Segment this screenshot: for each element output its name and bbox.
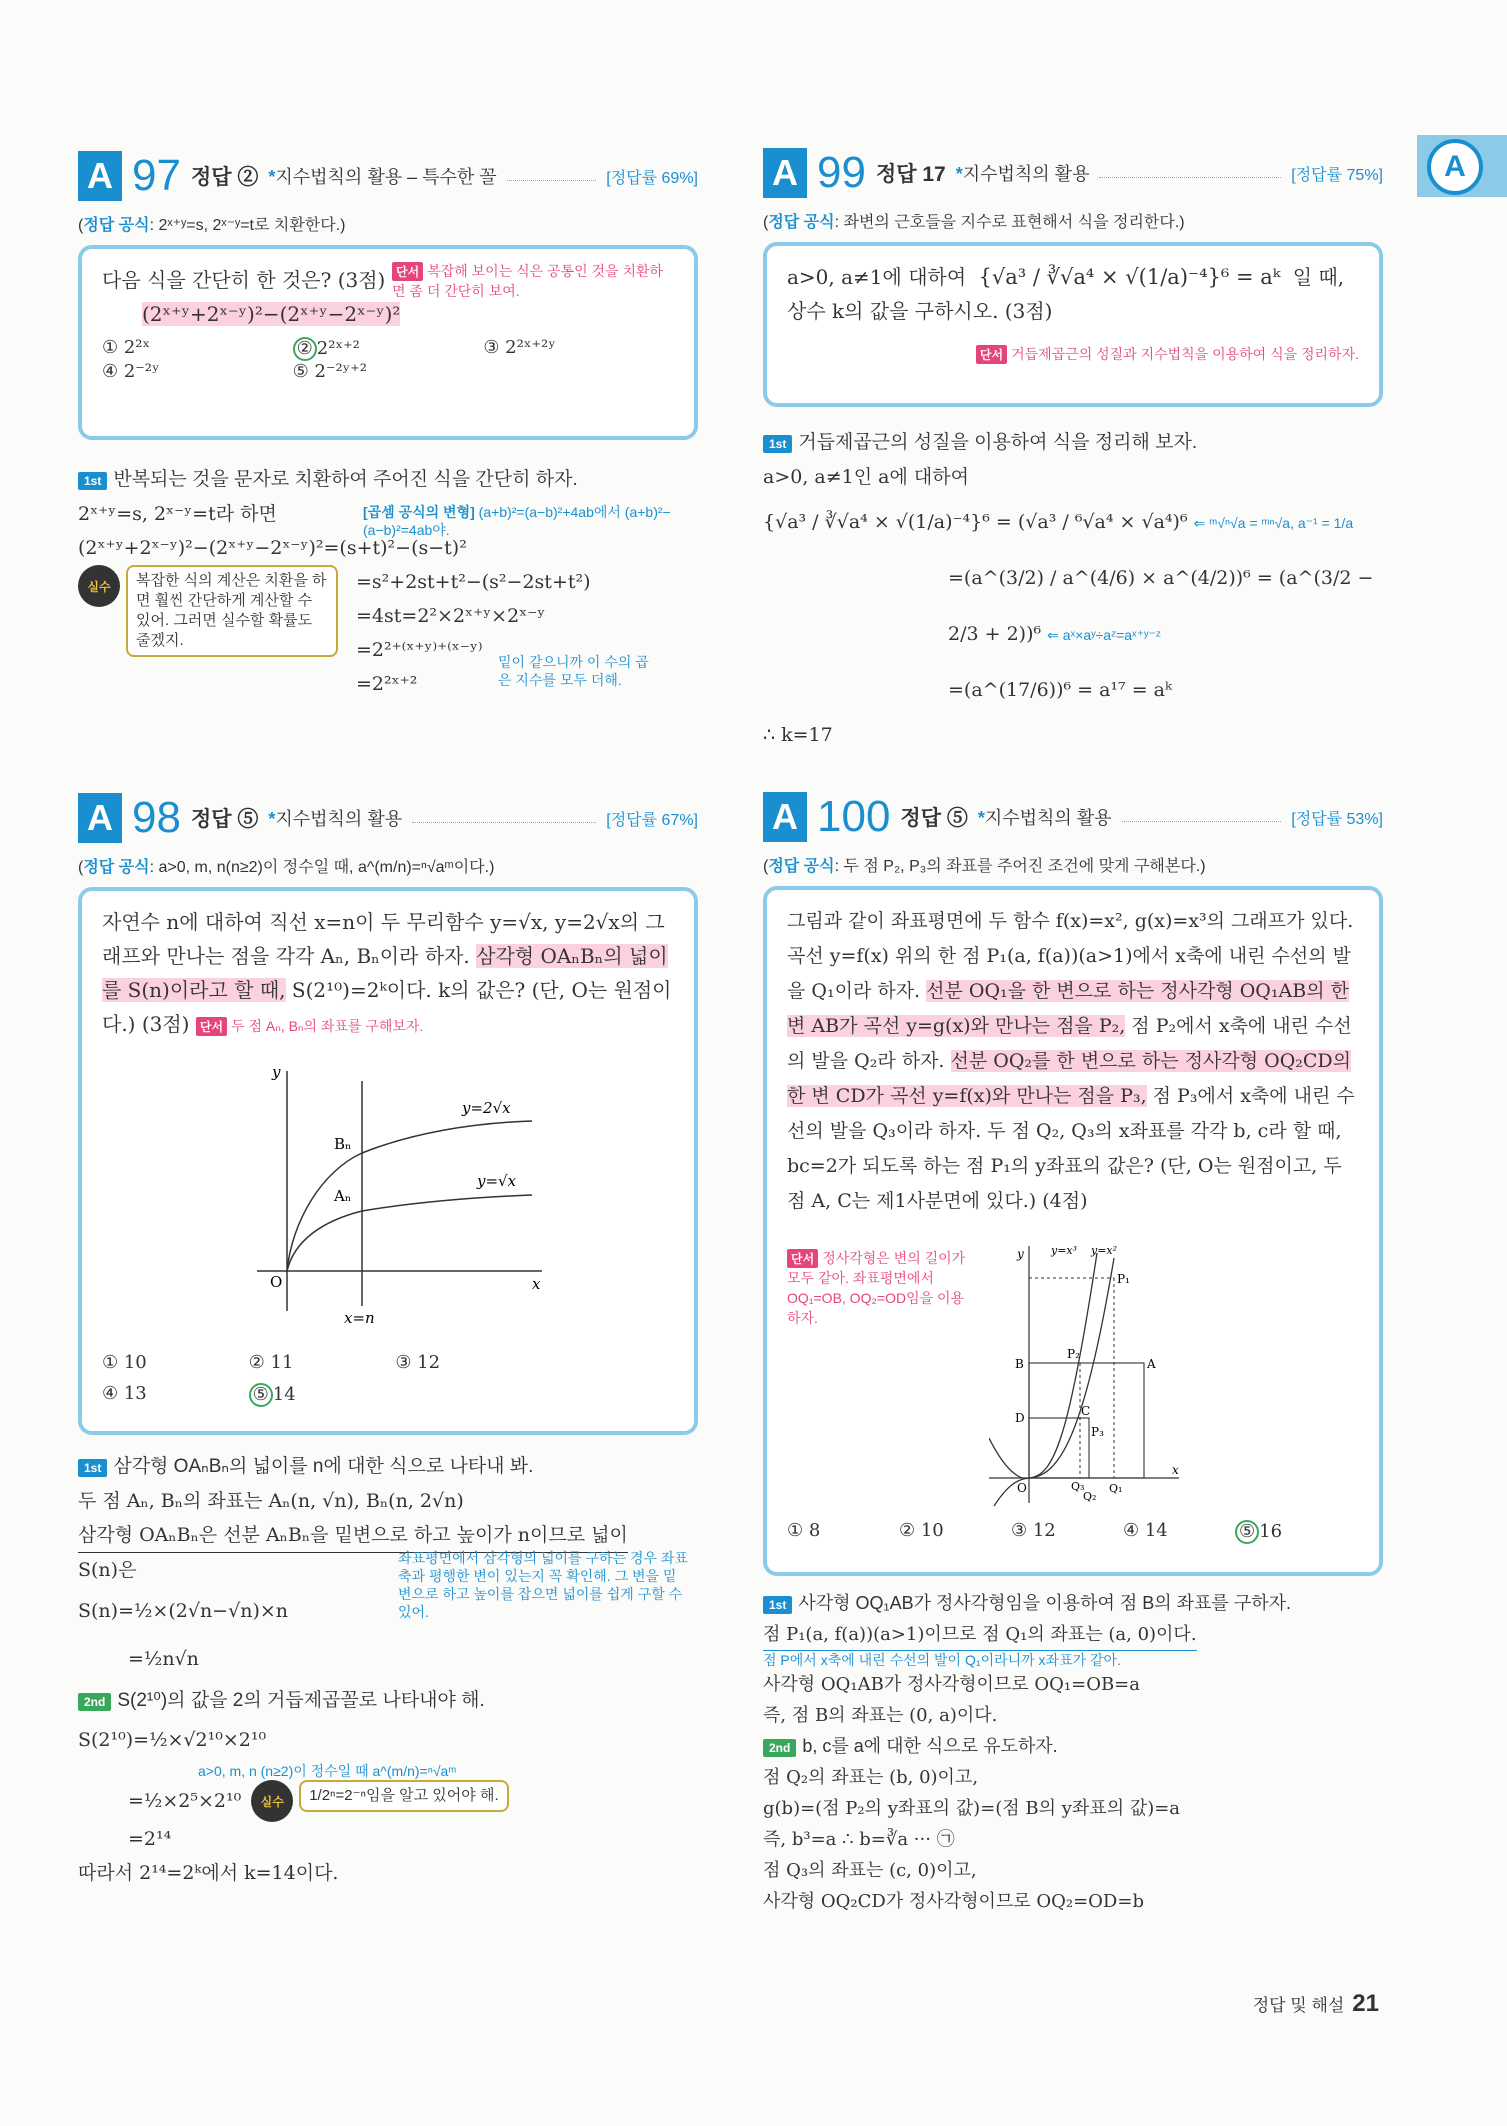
problem-99-tip [976,344,1359,364]
problem-98-question [102,905,674,1041]
choice-2-text: 2²ˣ⁺² [316,338,360,359]
problem-97-header [78,148,698,204]
problem-97-topic-text: 지수법칙의 활용 – 특수한 꼴 [275,167,497,187]
sol-line: =2²⁺⁽ˣ⁺ʸ⁾⁺⁽ˣ⁻ʸ⁾ [356,639,483,661]
sol-line: 점 Q₂의 좌표는 (b, 0)이고, [763,1767,979,1788]
problem-100-answer: 정답 ⑤ [900,807,968,830]
question-a: 그림과 같이 좌표평면에 두 함수 f(x)=x², g(x)=x³의 그래프가 있다. 곡선 y=f(x) 위의 한 점 P₁(a, f(a))(a>1)에서 x축에 내린 수선의 발을 Q₁이라 하자. [787,910,1354,1002]
choice-1[interactable]: ① 10 [102,1352,147,1373]
question-highlight-1: 선분 OQ₁을 한 변으로 하는 정사각형 OQ₁AB의 한 변 AB가 곡선 y=g(x)와 만나는 점을 P₂, [787,980,1349,1037]
step-1-text: 삼각형 OAₙBₙ의 넓이를 n에 대한 식으로 나타내 봐. [113,1456,534,1477]
problem-99-number: 99 [817,148,866,197]
question-b: 점 P₂에서 x축에 내린 수선의 발을 Q₂라 하자. [787,1015,1352,1072]
problem-97-expr: (2ˣ⁺ʸ+2ˣ⁻ʸ)²−(2ˣ⁺ʸ−2ˣ⁻ʸ)² [142,302,401,326]
note-area: 좌표평면에서 삼각형의 넓이를 구하는 경우 좌표축과 평행한 변이 있는지 꼭 확인해. 그 변을 밑변으로 하고 높이를 잡으면 넓이를 쉽게 구할 수 있어. [398,1550,688,1620]
problem-99-rate: [정답률 75%] [1291,166,1383,184]
problem-99 [763,145,1383,752]
problem-100-header [763,789,1383,845]
problem-99-question [787,260,1359,328]
problem-99-answer: 정답 17 [875,163,946,186]
origin-label: O [1017,1481,1027,1495]
sol-line: S(n)은 [78,1559,137,1581]
formula-label: 정답 공식 [83,859,150,876]
note-root: ⇐ ᵐ√ⁿ√a = ᵐⁿ√a, a⁻¹ = 1/a [1193,515,1354,531]
problem-97-tip [392,261,672,301]
choice-5-text: 14 [272,1384,296,1405]
star-icon: * [977,808,985,828]
step-1-text: 반복되는 것을 문자로 치환하여 주어진 식을 간단히 하자. [113,469,578,490]
step-1-badge: 1st [78,1459,107,1477]
sol-line: 따라서 2¹⁴=2ᵏ에서 k=14이다. [78,1862,339,1884]
step-2-text: b, c를 a에 대한 식으로 유도하자. [802,1736,1058,1756]
problem-100-number: 100 [817,792,891,841]
question-a: 자연수 n에 대하여 직선 x=n이 두 무리함수 y=√x, y=2√x의 그래프와 만나는 점을 각각 Aₙ, Bₙ이라 하자. [102,910,665,968]
choice-4[interactable]: ④ 14 [1123,1520,1168,1541]
sol-line: a>0, a≠1인 a에 대하여 [763,466,969,488]
page-footer [1253,1990,1379,2018]
problem-100-solution [763,1588,1383,1917]
sol-line: 삼각형 OAₙBₙ은 선분 AₙBₙ을 밑변으로 하고 높이가 n이므로 넓이 [78,1518,628,1553]
problem-98-rate: [정답률 67%] [606,811,698,829]
choice-number: ② [296,338,313,359]
problem-97-rate: [정답률 69%] [606,169,698,187]
leader-dots [1099,177,1281,178]
note-exponent: 밑이 같으니까 이 수의 곱은 지수를 모두 더해. [498,654,649,688]
sol-line: =(a^(17/6))⁶ = a¹⁷ = aᵏ [948,679,1172,701]
section-side-tab [1417,135,1507,197]
point-b-label: Bₙ [334,1135,352,1153]
sol-line: 사각형 OQ₁AB가 정사각형이므로 OQ₁=OB=a [763,1674,1140,1695]
point-a-label: Aₙ [334,1187,352,1205]
problem-97-box [78,245,698,440]
leader-dots [412,822,596,823]
problem-100-question [787,904,1359,1219]
problem-97-number: 97 [132,151,181,200]
square-oq1ab [1029,1363,1144,1478]
problem-100-tip [787,1248,977,1328]
step-2-text: S(2¹⁰)의 값을 2의 거듭제곱꼴로 나타내야 해. [117,1690,485,1711]
c-label: C [1081,1404,1091,1418]
problem-98-choices [102,1352,542,1407]
q3-label: Q₃ [1071,1480,1085,1493]
choice-2[interactable] [293,337,484,361]
sol-line: 점 Q₃의 좌표는 (c, 0)이고, [763,1860,977,1881]
d-label: D [1015,1411,1025,1425]
step-1-text: 거듭제곱근의 성질을 이용하여 식을 정리해 보자. [798,432,1198,453]
problem-100-graph [989,1238,1189,1508]
problem-100-rate: [정답률 53%] [1291,810,1383,828]
problem-99-box [763,242,1383,407]
problem-97-a-badge: A [78,151,122,201]
question-pre: a>0, a≠1에 대하여 [787,265,967,289]
tip-badge: 단서 [976,345,1007,364]
question-highlight: 삼각형 OAₙBₙ의 넓이를 S(n)이라고 할 때, [102,944,668,1002]
formula-label: 정답 공식 [768,214,835,231]
formula-text: : a>0, m, n(n≥2)이 정수일 때, a^(m/n)=ⁿ√aᵐ이다. [149,859,490,876]
sol-line: 두 점 Aₙ, Bₙ의 좌표는 Aₙ(n, √n), Bₙ(n, 2√n) [78,1490,464,1512]
problem-98-solution [78,1449,698,1890]
tip-text: 정사각형은 변의 길이가 모두 같아. 좌표평면에서 OQ₁=OB, OQ₂=OD임을 이용하자. [787,1250,966,1326]
problem-100-topic-text: 지수법칙의 활용 [984,808,1112,828]
sol-line: g(b)=(점 P₂의 y좌표의 값)=(점 B의 y좌표의 값)=a [763,1798,1181,1819]
choice-5[interactable]: ⑤ 2⁻²ʸ⁺² [292,361,368,382]
step-1-badge: 1st [763,435,792,453]
problem-97-solution [78,462,698,701]
a-label: A [1147,1357,1156,1371]
note-root: a>0, m, n (n≥2)이 정수일 때 a^(m/n)=ⁿ√aᵐ [198,1763,457,1779]
formula-text: : 2ˣ⁺ʸ=s, 2ˣ⁻ʸ=t로 치환한다. [149,217,341,234]
problem-97-topic [268,163,496,189]
problem-98-answer: 정답 ⑤ [190,808,259,831]
problem-97-choices [102,337,674,382]
curve-2sqrt-label: y=2√x [462,1099,511,1117]
problem-98 [78,790,698,1890]
leader-dots [507,180,597,181]
note-title: [곱셈 공식의 변형] [363,504,475,520]
problem-98-box [78,887,698,1435]
sol-line: ∴ k=17 [763,724,833,746]
problem-99-topic-text: 지수법칙의 활용 [962,164,1090,184]
curve-sqrt-label: y=√x [477,1172,517,1190]
problem-99-header [763,145,1383,201]
note-exponent: ⇐ aˣ×aʸ÷aᶻ=aˣ⁺ʸ⁻ᶻ [1047,627,1161,643]
choice-number: ⑤ [252,1384,269,1405]
problem-100-formula: (정답 공식: 두 점 P₂, P₃의 좌표를 주어진 조건에 맞게 구해본다.) [763,858,1206,875]
section-tab-label: A [1427,139,1483,195]
choice-3[interactable]: ③ 2²ˣ⁺²ʸ [483,337,556,358]
mistake-note [78,565,338,701]
sol-line: S(2¹⁰)=½×√2¹⁰×2¹⁰ [78,1729,267,1751]
line-label: x=n [344,1309,375,1327]
p1-label: P₁ [1117,1272,1130,1286]
star-icon: * [268,167,276,187]
mistake-note [251,1780,508,1822]
curve-2sqrt [287,1121,532,1271]
choice-number: ⑤ [1239,1521,1256,1542]
choice-2[interactable]: ② 11 [248,1352,294,1373]
problem-99-solution [763,425,1383,752]
choice-3[interactable]: ③ 12 [395,1352,441,1373]
note-formula [363,503,693,539]
choice-4[interactable]: ④ 13 [102,1383,147,1404]
problem-97-answer: 정답 ② [190,166,259,189]
step-1-badge: 1st [763,1596,792,1614]
sol-line: =½n√n [128,1648,199,1670]
sol-line: {√a³ / ∛√a⁴ × √(1/a)⁻⁴}⁶ = (√a³ / ⁶√a⁴ × √a⁴)⁶ [763,511,1188,533]
sol-line: 2ˣ⁺ʸ=s, 2ˣ⁻ʸ=t라 하면 [78,503,277,525]
formula-text: : 좌변의 근호들을 지수로 표현해서 식을 정리한다. [834,214,1180,231]
step-1-badge: 1st [78,472,107,490]
sol-line: 사각형 OQ₂CD가 정사각형이므로 OQ₂=OD=b [763,1891,1144,1912]
choice-3[interactable]: ③ 12 [1011,1520,1056,1541]
tip-text: 거듭제곱근의 성질과 지수법칙을 이용하여 식을 정리하자. [1011,346,1359,362]
p3-label: P₃ [1091,1425,1104,1439]
y-label: y [272,1063,281,1081]
choice-5-text: 16 [1259,1521,1283,1542]
page-number: 21 [1352,1990,1379,2017]
choice-1[interactable]: ① 8 [787,1520,821,1541]
problem-100 [763,789,1383,1917]
mistake-text: 복잡한 식의 계산은 치환을 하면 훨씬 간단하게 계산할 수 있어. 그러면 실수할 확률도 줄겠지. [126,565,338,657]
choice-5[interactable] [249,1383,396,1407]
choice-1[interactable]: ① 2²ˣ [102,337,151,358]
sol-line: =2²ˣ⁺² [356,673,418,695]
problem-98-number: 98 [132,793,181,842]
tip-badge: 단서 [196,1017,227,1036]
sol-line: =(a^(3/2) / a^(4/6) × a^(4/2))⁶ = (a^(3/2 − 2/3 + 2))⁶ [948,567,1374,645]
problem-99-topic [956,160,1090,186]
note-text: (a+b)²=(a−b)²+4ab에서 (a+b)²−(a−b)²=4ab야. [363,504,671,538]
choice-2[interactable]: ② 10 [899,1520,944,1541]
q2-label: Q₂ [1083,1490,1097,1503]
question-c: 점 P₃에서 x축에 내린 수선의 발을 Q₃이라 하자. 두 점 Q₂, Q₃의 x좌표를 각각 b, c라 할 때, bc=2가 되도록 하는 점 P₁의 y좌표의 값은? (단, O는 원점이고, 두 점 A, C는 제1사분면에 있다.) (4점) [787,1085,1355,1212]
mistake-text: 1/2ⁿ=2⁻ⁿ임을 알고 있어야 해. [299,1780,508,1812]
problem-98-topic [268,805,402,831]
note-foot: 점 P에서 x축에 내린 수선의 발이 Q₁이라니까 x좌표가 같아. [763,1652,1121,1668]
problem-100-a-badge: A [763,792,807,842]
problem-98-a-badge: A [78,793,122,843]
curve-sqrt [287,1195,532,1271]
sol-line: 즉, b³=a ∴ b=∛a ··· ㉠ [763,1829,955,1850]
tip-text: 복잡해 보이는 식은 공통인 것을 치환하면 좀 더 간단히 보여. [392,263,664,299]
problem-97-formula: (정답 공식: 2ˣ⁺ʸ=s, 2ˣ⁻ʸ=t로 치환한다.) [78,217,346,234]
problem-99-formula: (정답 공식: 좌변의 근호들을 지수로 표현해서 식을 정리한다.) [763,214,1185,231]
step-1-text: 사각형 OQ₁AB가 정사각형임을 이용하여 점 B의 좌표를 구하자. [798,1593,1291,1613]
problem-98-graph [252,1061,552,1331]
q1-label: Q₁ [1109,1482,1123,1495]
choice-5[interactable] [1235,1520,1347,1544]
tip-badge: 단서 [787,1249,818,1268]
problem-97-question: 다음 식을 간단히 한 것은? (3점) [102,268,386,292]
formula-text: : 두 점 P₂, P₃의 좌표를 주어진 조건에 맞게 구해본다. [834,858,1201,875]
x-label: x [532,1275,541,1293]
problem-98-header [78,790,698,846]
sol-line: 점 P₁(a, f(a))(a>1)이므로 점 Q₁의 좌표는 (a, 0)이다. [763,1619,1197,1651]
sol-line: 즉, 점 B의 좌표는 (0, a)이다. [763,1705,998,1726]
footer-label: 정답 및 해설 [1252,1996,1345,2015]
sol-line: (2ˣ⁺ʸ+2ˣ⁻ʸ)²−(2ˣ⁺ʸ−2ˣ⁻ʸ)²=(s+t)²−(s−t)² [78,537,467,559]
formula-label: 정답 공식 [83,217,150,234]
y-label: y [1017,1247,1024,1261]
problem-99-a-badge: A [763,148,807,198]
mistake-badge-icon: 실수 [78,565,120,607]
curve-x2 [989,1258,1114,1479]
leader-dots [1122,821,1282,822]
step-2-badge: 2nd [78,1693,111,1711]
curve-x2-label: y=x² [1091,1244,1118,1257]
tip-badge: 단서 [392,262,423,281]
problem-98-topic-text: 지수법칙의 활용 [275,809,403,829]
sol-line: =½×2⁵×2¹⁰ [128,1790,242,1812]
question-b: S(2¹⁰)=2ᵏ이다. k의 값은? (단, O는 원점이다.) (3점) [102,978,672,1036]
problem-97 [78,148,698,701]
curve-x3-label: y=x³ [1051,1244,1078,1257]
star-icon: * [268,809,276,829]
tip-text: 두 점 Aₙ, Bₙ의 좌표를 구해보자. [231,1018,424,1034]
problem-100-box [763,886,1383,1576]
choice-4[interactable]: ④ 2⁻²ʸ [102,361,160,382]
mistake-badge-icon: 실수 [251,1780,293,1822]
formula-label: 정답 공식 [768,858,835,875]
p2-label: P₂ [1067,1347,1080,1361]
x-label: x [1172,1463,1179,1477]
sol-line: =2¹⁴ [128,1828,172,1850]
question-post: 일 때, 상수 k의 값을 구하시오. (3점) [787,265,1345,323]
star-icon: * [955,164,963,184]
b-label: B [1015,1357,1024,1371]
curve-x3 [994,1253,1097,1506]
sol-line: =4st=2²×2ˣ⁺ʸ×2ˣ⁻ʸ [356,605,546,627]
problem-97-expression [142,297,674,331]
problem-100-choices [787,1520,1347,1544]
sol-line: =s²+2st+t²−(s²−2st+t²) [356,571,591,593]
origin-label: O [270,1273,283,1291]
sol-line: S(n)=½×(2√n−√n)×n [78,1600,289,1622]
question-expr: {√a³ / ∛√a⁴ × √(1/a)⁻⁴}⁶ = aᵏ [978,265,1281,289]
question-highlight-2: 선분 OQ₂를 한 변으로 하는 정사각형 OQ₂CD의 한 변 CD가 곡선 y=f(x)와 만나는 점을 P₃, [787,1050,1352,1107]
problem-100-topic [978,804,1112,830]
step-2-badge: 2nd [763,1739,796,1757]
problem-98-formula: (정답 공식: a>0, m, n(n≥2)이 정수일 때, a^(m/n)=ⁿ√aᵐ이다.) [78,859,495,876]
